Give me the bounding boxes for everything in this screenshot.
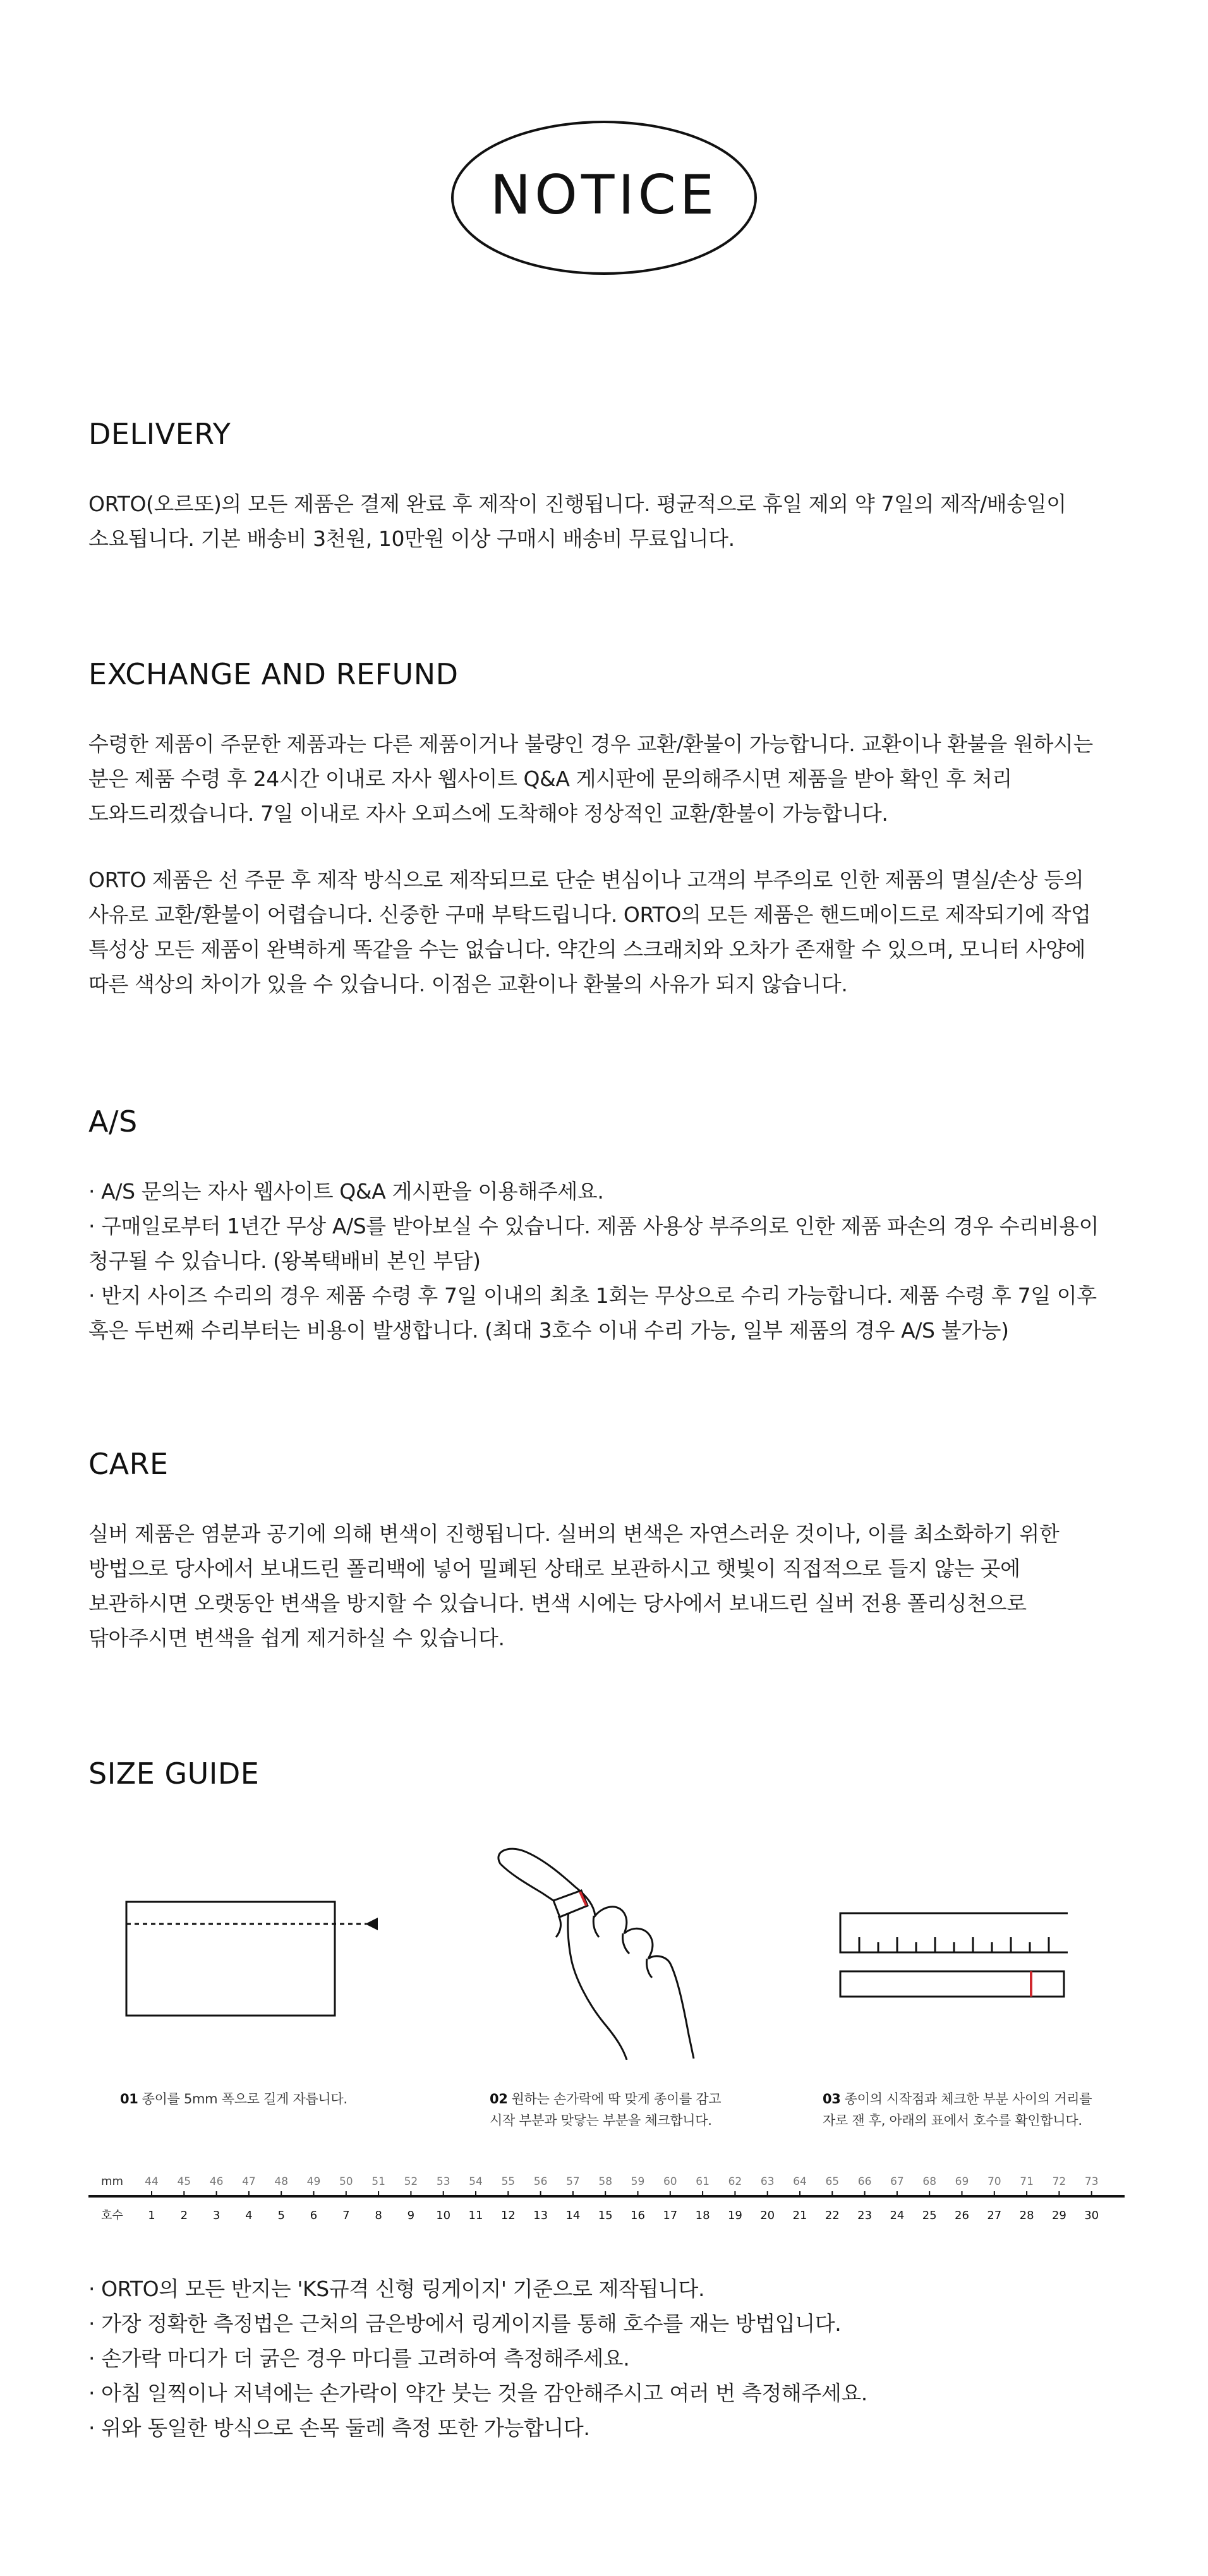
hand-measuring-illustration xyxy=(493,1845,701,2060)
scale-size-value: 23 xyxy=(857,2209,873,2222)
exchange-title: EXCHANGE AND REFUND xyxy=(88,657,459,691)
scale-size-value: 18 xyxy=(695,2209,710,2222)
scale-size-value: 16 xyxy=(631,2209,645,2222)
scale-size-value: 8 xyxy=(375,2209,382,2222)
scale-mm-value: 63 xyxy=(760,2175,775,2188)
scale-size-value: 21 xyxy=(792,2209,807,2222)
exchange-text-1: 수령한 제품이 주문한 제품과는 다른 제품이거나 불량인 경우 교환/환불이 가능합니다. 교환이나 환불을 원하시는 분은 제품 수령 후 24시간 이내로 자사 웹사이트 Q&A 게시판에 문의해주시면 제품을 받아 확인 후 처리 도와드리겠습니다. 7일 이내로 자사 오피스에 도착해야 정상적인 교환/환불이 가능합니다. xyxy=(88,732,1093,826)
scale-size-value: 10 xyxy=(436,2209,451,2222)
scale-size-value: 12 xyxy=(500,2209,516,2222)
scale-size-value: 24 xyxy=(890,2209,905,2222)
paper-strip-illustration xyxy=(120,1896,398,2022)
ruler-illustration xyxy=(834,1908,1087,2009)
step-3-caption: 03 종이의 시작점과 체크한 부분 사이의 거리를 자로 잰 후, 아래의 표에서 호수를 확인합니다. xyxy=(823,2091,1092,2128)
scale-size-value: 4 xyxy=(245,2209,253,2222)
scale-mm-value: 45 xyxy=(177,2175,191,2188)
scale-size-value: 20 xyxy=(760,2209,775,2222)
list-item: · 손가락 마디가 더 굵은 경우 마디를 고려하여 측정해주세요. xyxy=(88,2346,630,2371)
list-item: · 가장 정확한 측정법은 근처의 금은방에서 링게이지를 통해 호수를 재는 방법입니다. xyxy=(88,2311,842,2336)
size-guide-title: SIZE GUIDE xyxy=(88,1757,260,1791)
as-list xyxy=(88,1174,1099,1348)
scale-size-value: 2 xyxy=(180,2209,188,2222)
scale-mm-value: 48 xyxy=(274,2175,289,2188)
scale-mm-value: 70 xyxy=(987,2175,1001,2188)
exchange-text-2: ORTO 제품은 선 주문 후 제작 방식으로 제작되므로 단순 변심이나 고객의 부주의로 인한 제품의 멸실/손상 등의 사유로 교환/환불이 어렵습니다. 신중한 구매 부탁드립니다. ORTO의 모든 제품은 핸드메이드로 제작되기에 작업 특성상 모든 제품이 완벽하게 똑같을 수는 없습니다. 약간의 스크래치와 오차가 존재할 수 있으며, 모니터 사양에 따른 색상의 차이가 있을 수 있습니다. 이점은 교환이나 환불의 사유가 되지 않습니다. xyxy=(88,868,1091,996)
scale-mm-value: 59 xyxy=(631,2175,645,2188)
as-title: A/S xyxy=(88,1104,138,1139)
scale-mm-value: 57 xyxy=(566,2175,580,2188)
scale-mm-value: 61 xyxy=(696,2175,710,2188)
scale-size-value: 25 xyxy=(922,2209,937,2222)
scale-mm-value: 58 xyxy=(598,2175,613,2188)
scale-mm-value: 55 xyxy=(501,2175,516,2188)
scale-mm-value: 56 xyxy=(533,2175,548,2188)
delivery-text: ORTO(오르또)의 모든 제품은 결제 완료 후 제작이 진행됩니다. 평균적으로 휴일 제외 약 7일의 제작/배송일이 소요됩니다. 기본 배송비 3천원, 10만원 이상 구매시 배송비 무료입니다. xyxy=(88,492,1066,551)
list-item: · 구매일로부터 1년간 무상 A/S를 받아보실 수 있습니다. 제품 사용상 부주의로 인한 제품 파손의 경우 수리비용이 xyxy=(88,1214,1099,1238)
step-2-caption: 02 원하는 손가락에 딱 맞게 종이를 감고 시작 부분과 맞닿는 부분을 체크합니다. xyxy=(490,2091,722,2128)
scale-size-value: 7 xyxy=(342,2209,350,2222)
list-item: · 반지 사이즈 수리의 경우 제품 수령 후 7일 이내의 최초 1회는 무상으로 수리 가능합니다. 제품 수령 후 7일 이후 xyxy=(88,1283,1097,1308)
notice-logo xyxy=(450,120,758,275)
scale-mm-value: 46 xyxy=(209,2175,224,2188)
scale-mm-value: 66 xyxy=(857,2175,872,2188)
scale-mm-value: 49 xyxy=(306,2175,321,2188)
care-text: 실버 제품은 염분과 공기에 의해 변색이 진행됩니다. 실버의 변색은 자연스러운 것이나, 이를 최소화하기 위한 방법으로 당사에서 보내드린 폴리백에 넣어 밀폐된 상태로 보관하시고 햇빛이 직접적으로 들지 않는 곳에 보관하시면 오랫동안 변색을 방지할 수 있습니다. 변색 시에는 당사에서 보내드린 실버 전용 폴리싱천으로 닦아주시면 변색을 쉽게 제거하실 수 있습니다. xyxy=(88,1521,1060,1650)
scale-size-value: 3 xyxy=(212,2209,220,2222)
scale-size-value: 30 xyxy=(1084,2209,1099,2222)
list-item: · A/S 문의는 자사 웹사이트 Q&A 게시판을 이용해주세요. xyxy=(88,1179,604,1204)
scale-mm-value: 69 xyxy=(955,2175,969,2188)
scale-size-value: 27 xyxy=(987,2209,1002,2222)
size-notes-list xyxy=(88,2271,867,2445)
scale-size-value: 9 xyxy=(407,2209,415,2222)
scale-mm-value: 47 xyxy=(242,2175,256,2188)
scale-mm-value: 52 xyxy=(404,2175,418,2188)
scale-size-value: 19 xyxy=(727,2209,742,2222)
scale-size-value: 28 xyxy=(1019,2209,1034,2222)
scale-size-value: 6 xyxy=(310,2209,318,2222)
size-conversion-scale xyxy=(88,2167,1125,2224)
scale-size-value: 22 xyxy=(824,2209,840,2222)
scale-mm-value: 53 xyxy=(436,2175,450,2188)
scale-size-value: 14 xyxy=(565,2209,581,2222)
scale-size-value: 5 xyxy=(277,2209,285,2222)
list-item: · 위와 동일한 방식으로 손목 둘레 측정 또한 가능합니다. xyxy=(88,2416,590,2440)
scale-mm-label: mm xyxy=(101,2175,124,2188)
scale-mm-value: 54 xyxy=(469,2175,483,2188)
scale-mm-value: 72 xyxy=(1052,2175,1066,2188)
scale-size-value: 26 xyxy=(955,2209,969,2222)
scale-size-value: 15 xyxy=(598,2209,613,2222)
scale-size-value: 13 xyxy=(533,2209,548,2222)
scale-mm-value: 68 xyxy=(922,2175,937,2188)
list-item: 혹은 두번째 수리부터는 비용이 발생합니다. (최대 3호수 이내 수리 가능, 일부 제품의 경우 A/S 불가능) xyxy=(88,1318,1009,1343)
scale-mm-value: 67 xyxy=(890,2175,904,2188)
scale-mm-value: 62 xyxy=(728,2175,742,2188)
list-item: · ORTO의 모든 반지는 'KS규격 신형 링게이지' 기준으로 제작됩니다. xyxy=(88,2277,705,2301)
scale-mm-value: 65 xyxy=(825,2175,840,2188)
notice-title: NOTICE xyxy=(490,164,718,227)
scale-size-value: 17 xyxy=(663,2209,678,2222)
scale-mm-value: 51 xyxy=(371,2175,385,2188)
scale-size-value: 11 xyxy=(468,2209,483,2222)
scale-mm-value: 44 xyxy=(145,2175,159,2188)
step-1-caption: 01 종이를 5mm 폭으로 길게 자릅니다. xyxy=(120,2091,347,2107)
scale-size-value: 29 xyxy=(1051,2209,1066,2222)
care-title: CARE xyxy=(88,1447,169,1481)
scale-mm-value: 60 xyxy=(663,2175,677,2188)
scale-size-value: 1 xyxy=(148,2209,155,2222)
list-item: 청구될 수 있습니다. (왕복택배비 본인 부담) xyxy=(88,1249,481,1273)
scale-mm-value: 71 xyxy=(1020,2175,1034,2188)
list-item: · 아침 일찍이나 저녁에는 손가락이 약간 붓는 것을 감안해주시고 여러 번 측정해주세요. xyxy=(88,2381,867,2405)
scale-mm-value: 73 xyxy=(1084,2175,1099,2188)
delivery-title: DELIVERY xyxy=(88,417,231,451)
scale-mm-value: 50 xyxy=(339,2175,353,2188)
scale-size-label: 호수 xyxy=(101,2209,123,2222)
scale-mm-value: 64 xyxy=(793,2175,807,2188)
